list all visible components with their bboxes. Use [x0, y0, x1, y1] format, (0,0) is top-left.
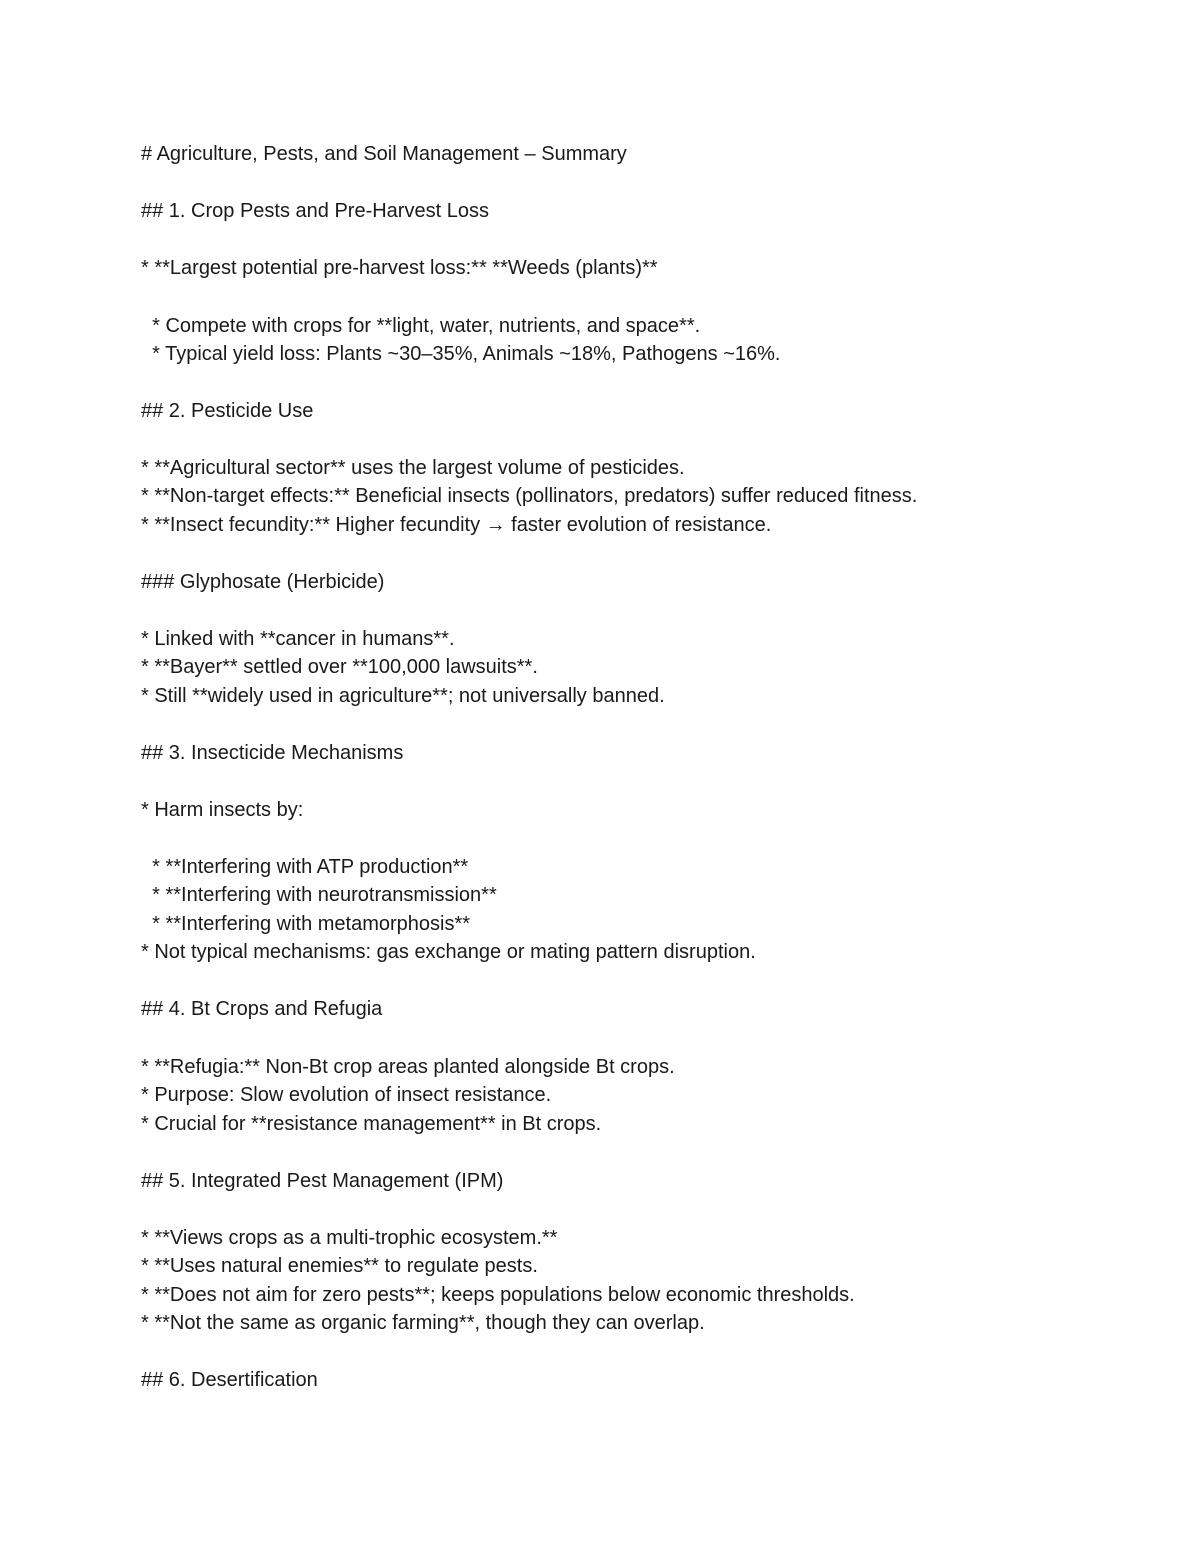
bullet-cancer-link: * Linked with **cancer in humans**.	[141, 628, 455, 650]
bullet-refugia: * **Refugia:** Non-Bt crop areas planted alongside Bt crops.	[141, 1056, 675, 1078]
section-heading-insecticide-mechanisms: ## 3. Insecticide Mechanisms	[141, 742, 404, 764]
bullet-resistance-management: * Crucial for **resistance management** in Bt crops.	[141, 1113, 602, 1135]
section-heading-pesticide-use: ## 2. Pesticide Use	[141, 400, 314, 422]
sub-bullet-compete: * Compete with crops for **light, water, nutrients, and space**.	[141, 315, 701, 337]
sub-bullet-metamorphosis: * **Interfering with metamorphosis**	[141, 913, 471, 935]
document-title: # Agriculture, Pests, and Soil Management – Summary	[141, 143, 627, 165]
bullet-harm-insects: * Harm insects by:	[141, 799, 304, 821]
bullet-insect-fecundity: * **Insect fecundity:** Higher fecundity → faster evolution of resistance.	[141, 514, 772, 536]
section-heading-desertification: ## 6. Desertification	[141, 1369, 318, 1391]
section-heading-bt-crops: ## 4. Bt Crops and Refugia	[141, 998, 383, 1020]
bullet-purpose: * Purpose: Slow evolution of insect resistance.	[141, 1084, 552, 1106]
bullet-largest-loss: * **Largest potential pre-harvest loss:** **Weeds (plants)**	[141, 257, 658, 279]
bullet-zero-pests: * **Does not aim for zero pests**; keeps populations below economic thresholds.	[141, 1284, 855, 1306]
bullet-natural-enemies: * **Uses natural enemies** to regulate pests.	[141, 1255, 538, 1277]
bullet-non-target-effects: * **Non-target effects:** Beneficial insects (pollinators, predators) suffer reduced fitness.	[141, 485, 918, 507]
bullet-agricultural-sector: * **Agricultural sector** uses the largest volume of pesticides.	[141, 457, 685, 479]
bullet-not-typical-mechanisms: * Not typical mechanisms: gas exchange or mating pattern disruption.	[141, 941, 756, 963]
bullet-multi-trophic: * **Views crops as a multi-trophic ecosystem.**	[141, 1227, 558, 1249]
bullet-organic-farming: * **Not the same as organic farming**, though they can overlap.	[141, 1312, 705, 1334]
section-heading-crop-pests: ## 1. Crop Pests and Pre-Harvest Loss	[141, 200, 489, 222]
sub-bullet-atp: * **Interfering with ATP production**	[141, 856, 469, 878]
bullet-bayer-lawsuits: * **Bayer** settled over **100,000 lawsuits**.	[141, 656, 538, 678]
bullet-widely-used: * Still **widely used in agriculture**; not universally banned.	[141, 685, 665, 707]
section-heading-ipm: ## 5. Integrated Pest Management (IPM)	[141, 1170, 504, 1192]
sub-bullet-yield-loss: * Typical yield loss: Plants ~30–35%, Animals ~18%, Pathogens ~16%.	[141, 343, 781, 365]
subsection-heading-glyphosate: ### Glyphosate (Herbicide)	[141, 571, 385, 593]
sub-bullet-neurotransmission: * **Interfering with neurotransmission**	[141, 884, 497, 906]
